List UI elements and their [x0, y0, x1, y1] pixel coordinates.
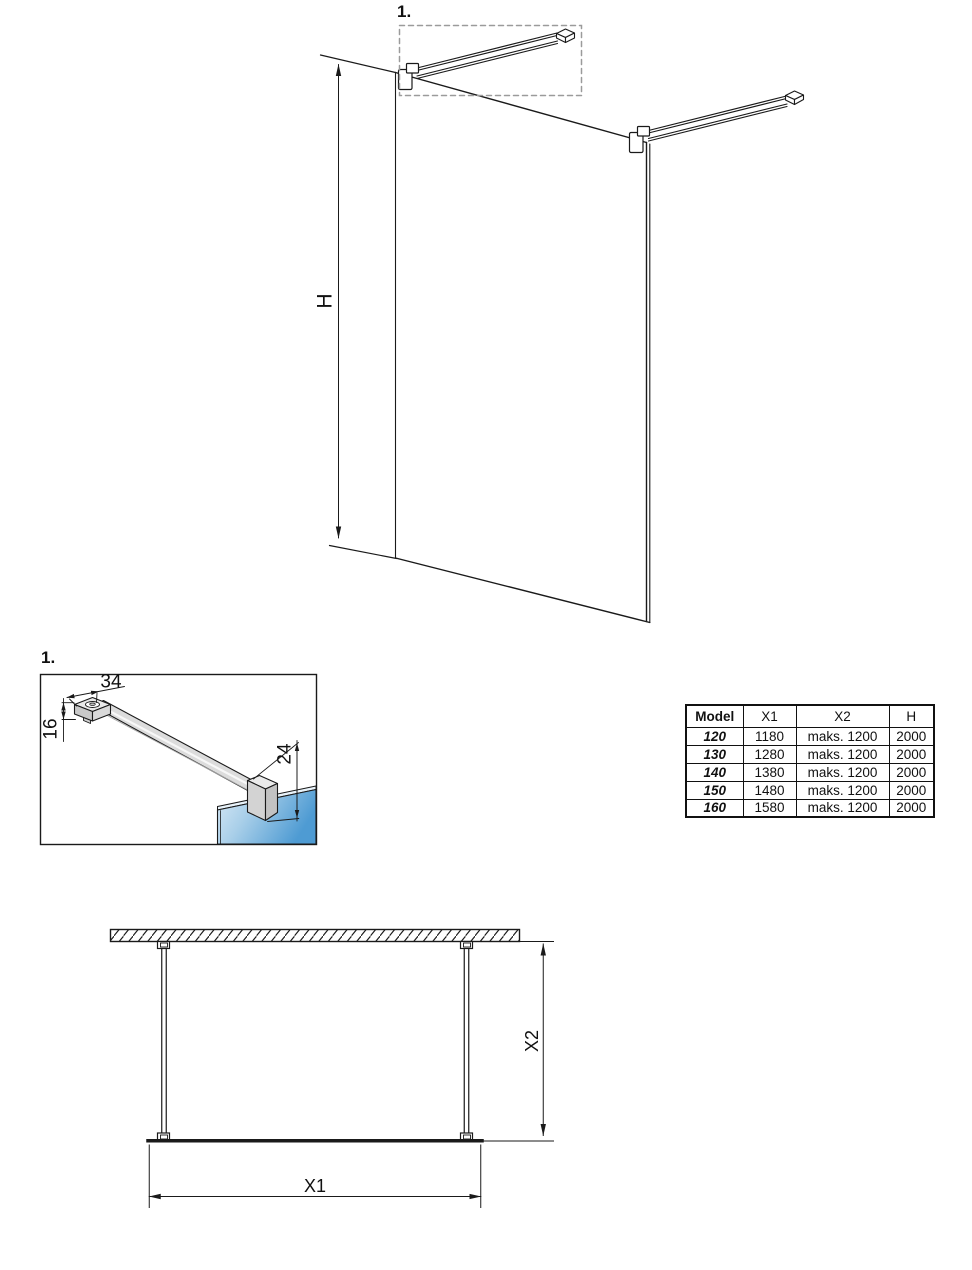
cell-model: 150: [686, 781, 743, 799]
glass-panel: [396, 73, 650, 623]
dim-label-h: H: [313, 293, 337, 309]
dim-label-16: 16: [40, 718, 62, 740]
glass-clamp-left: [399, 64, 419, 90]
spec-header-x2: X2: [796, 705, 889, 727]
plan-support-arm-left: [158, 942, 170, 1141]
cell-x1: 1580: [743, 799, 796, 817]
dim-label-34: 34: [100, 671, 122, 693]
cell-x2: maks. 1200: [796, 745, 889, 763]
cell-h: 2000: [889, 727, 934, 745]
figure-plan-view: [111, 930, 554, 1208]
spec-table-row: [686, 745, 934, 763]
detail-glass-clamp: [248, 776, 278, 821]
floor-line: [330, 546, 397, 559]
spec-header-x1: X1: [743, 705, 796, 727]
plan-support-arm-right: [461, 942, 473, 1141]
spec-table-row: [686, 727, 934, 745]
figure-main-isometric: [321, 26, 804, 623]
dim-label-x1: X1: [303, 1176, 327, 1196]
wall-bracket-left: [557, 29, 575, 43]
cell-x2: maks. 1200: [796, 763, 889, 781]
cell-h: 2000: [889, 781, 934, 799]
spec-header-h: H: [889, 705, 934, 727]
cell-h: 2000: [889, 799, 934, 817]
cell-x2: maks. 1200: [796, 799, 889, 817]
dim-label-x2: X2: [522, 1029, 542, 1053]
wall-bracket-right: [786, 91, 804, 105]
spec-table-row: [686, 763, 934, 781]
spec-table-row: [686, 781, 934, 799]
cell-x1: 1280: [743, 745, 796, 763]
main-detail-callout-label: 1.: [397, 2, 412, 21]
spec-header-model: Model: [686, 705, 743, 727]
wall-line: [321, 55, 396, 73]
support-arm-right: [630, 91, 804, 153]
cell-x1: 1180: [743, 727, 796, 745]
cell-x1: 1480: [743, 781, 796, 799]
cell-model: 160: [686, 799, 743, 817]
detail-callout-label: 1.: [41, 648, 56, 667]
cell-model: 120: [686, 727, 743, 745]
cell-x2: maks. 1200: [796, 781, 889, 799]
cell-x2: maks. 1200: [796, 727, 889, 745]
spec-table: [685, 704, 935, 818]
cell-model: 140: [686, 763, 743, 781]
spec-table-row: [686, 799, 934, 817]
dim-label-24: 24: [274, 743, 296, 765]
cell-model: 130: [686, 745, 743, 763]
cell-h: 2000: [889, 763, 934, 781]
spec-table-header-row: [686, 705, 934, 727]
cell-x1: 1380: [743, 763, 796, 781]
cell-h: 2000: [889, 745, 934, 763]
